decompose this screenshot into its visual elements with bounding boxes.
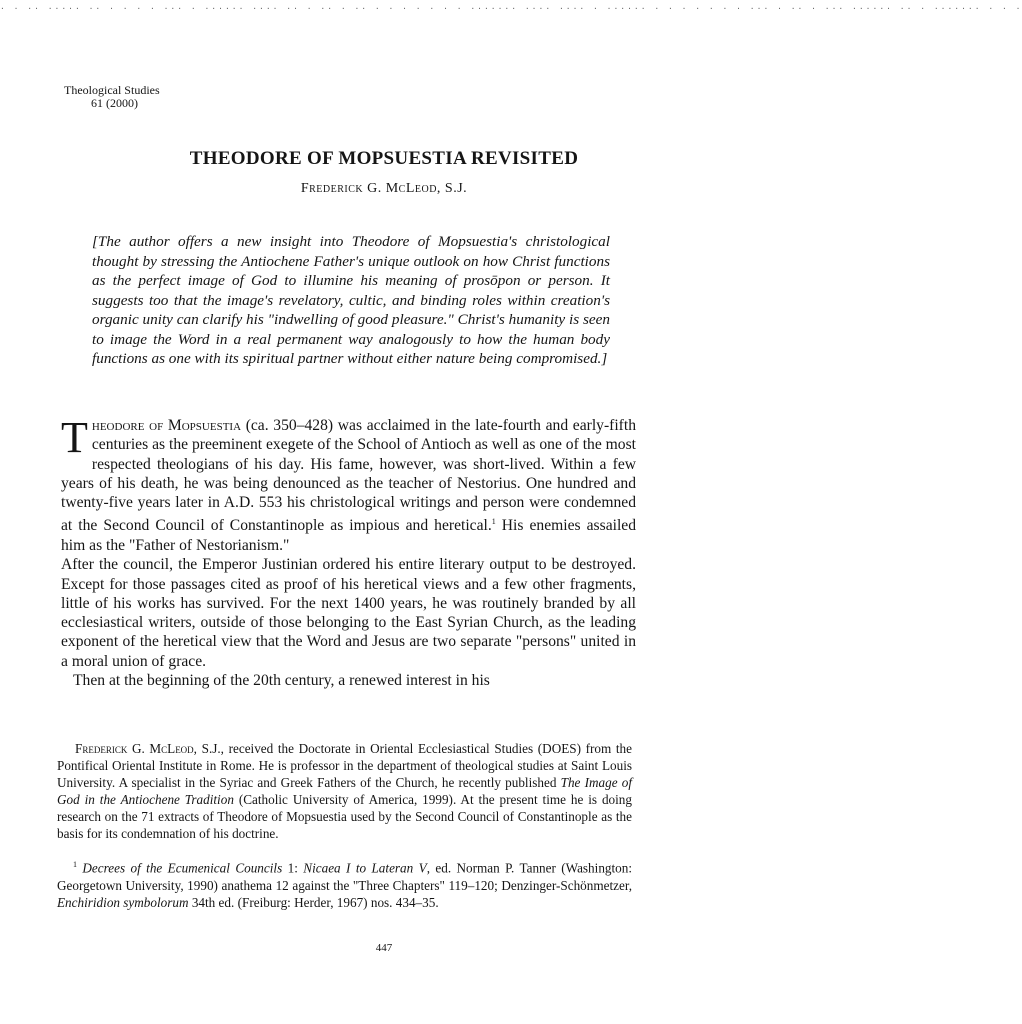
article-author: Frederick G. McLeod, S.J. [300, 181, 468, 196]
footnote-text-2: , ed. Norman P. Tanner (Washington: Georgetown University, 1990) anathema 12 against the "Three Chapters" 119–120; Denzinger-Schönmetzer, [57, 860, 633, 893]
body-paragraph-1 [61, 413, 637, 555]
footnote-text-1: 1: [282, 860, 304, 876]
bio-author-name: Frederick G. McLeod, S.J. [75, 741, 221, 756]
bio-text-2: (Catholic University of America, 1999). At the present time he is doing research on the 71 extracts of Theodore of Mopsuestia used by the Second Council of Constantinople as the basis for its condemnation of his doctrine. [57, 792, 632, 842]
footnote-text-3: 34th ed. (Freiburg: Herder, 1967) nos. 434–35. [188, 894, 439, 910]
abstract: [The author offers a new insight into Theodore of Mopsuestia's christological thought by stressing the Antiochene Father's unique outlook on how Christ functions as the perfect image of God to illumine his meaning of prosōpon or person. It suggests too that the image's revelatory, cultic, and binding roles within creation's organic unity can clarify his "indwelling of good pleasure." Christ's humanity is seen to image the Word in a real permanent way analogously to how the human body functions as one with its spiritual partner without either nature being compromised.] [92, 233, 610, 367]
article-title: THEODORE OF MOPSUESTIA REVISITED [189, 148, 579, 169]
paragraph-1-tail: His enemies assailed him as the "Father of Nestorianism." [61, 517, 637, 554]
footnote-title-2: Nicaea I to Lateran V [303, 860, 427, 876]
bio-book-title: The Image of God in the Antiochene Tradition [57, 775, 632, 808]
drop-cap: T [61, 413, 88, 462]
journal-header [64, 84, 160, 110]
footnote-title-3: Enchiridion symbolorum [57, 894, 189, 910]
journal-name: Theological Studies [64, 83, 160, 97]
article-body [61, 413, 637, 690]
footnote-title-1: Decrees of the Ecumenical Councils [82, 860, 283, 876]
bio-text-1: , received the Doctorate in Oriental Ecclesiastical Studies (DOES) from the Pontifical Oriental Institute in Rome. He is professor in the department of theological studies at Saint Louis University. A specialist in the Syriac and Greek Fathers of the Church, he recently published [57, 741, 632, 791]
body-paragraph-3: Then at the beginning of the 20th century, a renewed interest in his [73, 672, 490, 690]
body-paragraph-2: After the council, the Emperor Justinian ordered his entire literary output to be destroyed. Except for those passages cited as proof of his heretical views and a few other fragments, little of his works has survived. For the next 1400 years, he was routinely branded by all ecclesiastical writers, outside of those belonging to the East Syrian Church, as the leading exponent of the heretical view that the Word and Jesus are two separate "persons" united in a moral union of grace. [61, 556, 636, 670]
journal-volume: 61 (2000) [91, 96, 138, 110]
scan-artifact: . . .. ..... .. . . . . ... . ...... .... .. . .. . .. . . . . . . . ....... .... .... . ...... . . . . . . . ... . .. . ... ...... .. . ....... . . . [0, 2, 1022, 11]
author-bio [57, 740, 632, 843]
page-number: 447 [375, 942, 393, 954]
footnote-reference[interactable]: 1 [491, 517, 496, 527]
paragraph-1-text: (ca. 350–428) was acclaimed in the late-fourth and early-fifth centuries as the preeminent exegete of the School of Antioch as well as one of the most respected theologians of his day. His fame, however, was short-lived. Within a few years of his death, he was being denounced as the teacher of Nestorius. One hundred and twenty-five years later in A.D. 553 his christological writings and person were condemned at the Second Council of Constantinople as impious and heretical. [61, 417, 636, 535]
footnote-marker: 1 [73, 860, 77, 869]
footnote-1 [57, 856, 632, 911]
opening-smallcaps: heodore of Mopsuestia [91, 417, 242, 434]
